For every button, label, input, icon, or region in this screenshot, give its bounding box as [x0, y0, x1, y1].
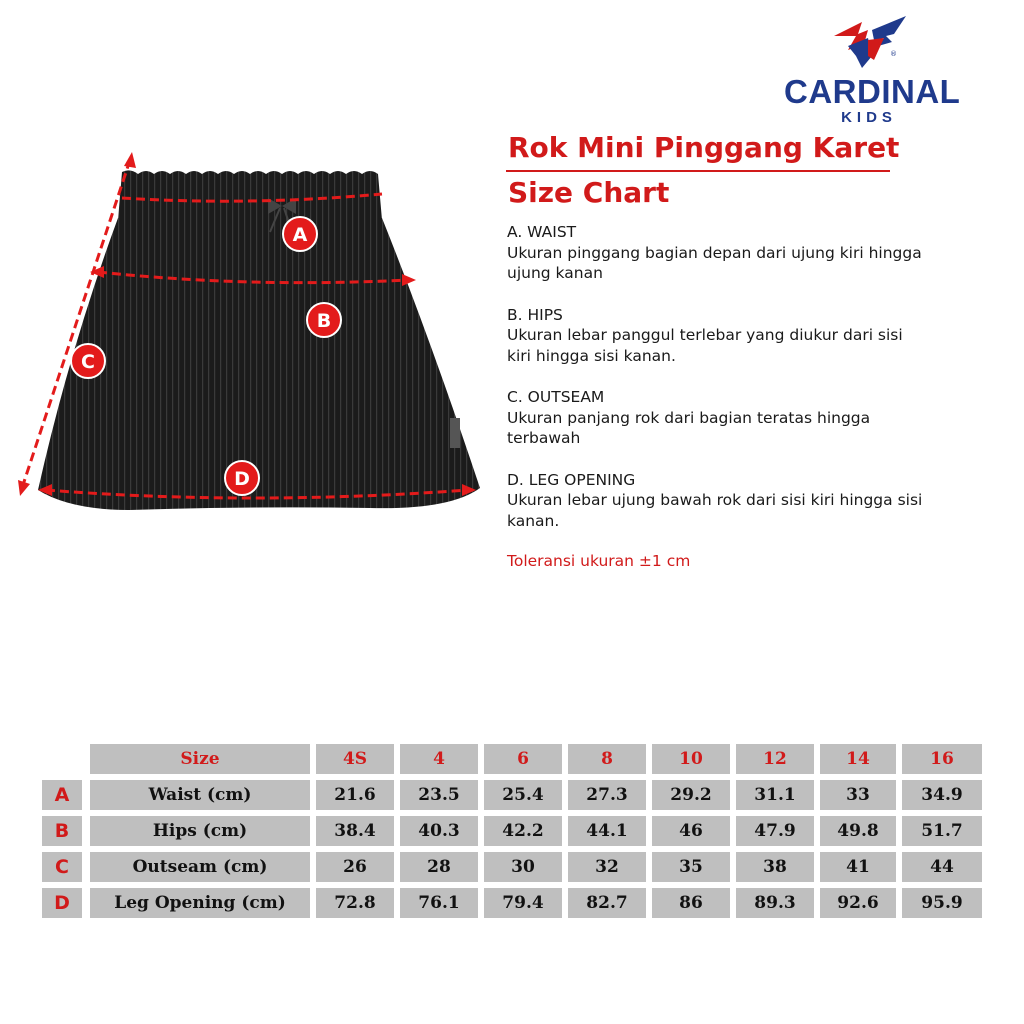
table-cell: 32 — [568, 852, 646, 882]
row-letter: C — [42, 852, 82, 882]
table-cell: 72.8 — [316, 888, 394, 918]
table-cell: 44.1 — [568, 816, 646, 846]
table-cell: 79.4 — [484, 888, 562, 918]
page-subtitle: Size Chart — [508, 176, 670, 209]
table-cell: 25.4 — [484, 780, 562, 810]
marker-d — [225, 461, 259, 495]
table-cell: 28 — [400, 852, 478, 882]
row-letter: B — [42, 816, 82, 846]
table-cell: 46 — [652, 816, 730, 846]
row-letter: D — [42, 888, 82, 918]
table-cell: 23.5 — [400, 780, 478, 810]
svg-text:®: ® — [890, 50, 897, 58]
table-cell: 38.4 — [316, 816, 394, 846]
svg-text:D: D — [234, 468, 250, 490]
table-cell: 40.3 — [400, 816, 478, 846]
svg-text:A: A — [292, 224, 308, 246]
table-cell: 42.2 — [484, 816, 562, 846]
size-header: Size — [90, 744, 310, 774]
desc-heading: C. OUTSEAM — [507, 388, 605, 406]
skirt-illustration — [10, 148, 490, 528]
desc-heading: A. WAIST — [507, 223, 577, 241]
size-col: 12 — [736, 744, 814, 774]
row-label: Hips (cm) — [90, 816, 310, 846]
title-divider — [506, 170, 890, 172]
table-cell: 26 — [316, 852, 394, 882]
row-label: Outseam (cm) — [90, 852, 310, 882]
cardinal-logo-icon — [828, 16, 908, 76]
table-cell: 30 — [484, 852, 562, 882]
table-cell: 35 — [652, 852, 730, 882]
size-col: 10 — [652, 744, 730, 774]
marker-b — [307, 303, 341, 337]
brand-sub: KIDS — [841, 109, 897, 126]
row-label: Leg Opening (cm) — [90, 888, 310, 918]
skirt-waistband — [118, 170, 382, 220]
table-cell: 33 — [820, 780, 896, 810]
table-cell: 41 — [820, 852, 896, 882]
size-col: 14 — [820, 744, 896, 774]
size-col: 6 — [484, 744, 562, 774]
desc-body: Ukuran pinggang bagian depan dari ujung kiri hingga ujung kanan — [507, 243, 922, 282]
table-cell: 47.9 — [736, 816, 814, 846]
table-cell: 92.6 — [820, 888, 896, 918]
table-cell: 76.1 — [400, 888, 478, 918]
table-cell: 38 — [736, 852, 814, 882]
svg-text:B: B — [316, 310, 332, 332]
measurement-descriptions — [507, 222, 927, 552]
desc-body: Ukuran panjang rok dari bagian teratas hingga terbawah — [507, 408, 871, 447]
table-cell: 95.9 — [902, 888, 982, 918]
size-col: 16 — [902, 744, 982, 774]
table-cell: 21.6 — [316, 780, 394, 810]
desc-outseam — [507, 387, 927, 449]
table-cell: 51.7 — [902, 816, 982, 846]
table-cell: 29.2 — [652, 780, 730, 810]
marker-c — [71, 344, 105, 378]
page-title: Rok Mini Pinggang Karet — [508, 131, 900, 164]
desc-hips — [507, 305, 927, 367]
row-label: Waist (cm) — [90, 780, 310, 810]
size-col: 8 — [568, 744, 646, 774]
table-cell: 27.3 — [568, 780, 646, 810]
table-cell: 44 — [902, 852, 982, 882]
table-cell: 49.8 — [820, 816, 896, 846]
row-letter: A — [42, 780, 82, 810]
desc-body: Ukuran lebar ujung bawah rok dari sisi kiri hingga sisi kanan. — [507, 491, 923, 530]
size-col: 4S — [316, 744, 394, 774]
desc-heading: B. HIPS — [507, 305, 563, 324]
svg-text:C: C — [81, 351, 95, 373]
tolerance-note: Toleransi ukuran ±1 cm — [507, 552, 691, 570]
table-cell: 86 — [652, 888, 730, 918]
table-cell: 82.7 — [568, 888, 646, 918]
table-cell: 89.3 — [736, 888, 814, 918]
table-cell: 34.9 — [902, 780, 982, 810]
marker-a — [283, 217, 317, 251]
desc-waist — [507, 222, 927, 284]
desc-leg-opening — [507, 470, 927, 532]
size-col: 4 — [400, 744, 478, 774]
brand-name: CARDINAL — [784, 73, 961, 110]
desc-body: Ukuran lebar panggul terlebar yang diukur dari sisi kiri hingga sisi kanan. — [507, 326, 903, 365]
desc-heading: D. LEG OPENING — [507, 470, 636, 489]
table-cell: 31.1 — [736, 780, 814, 810]
